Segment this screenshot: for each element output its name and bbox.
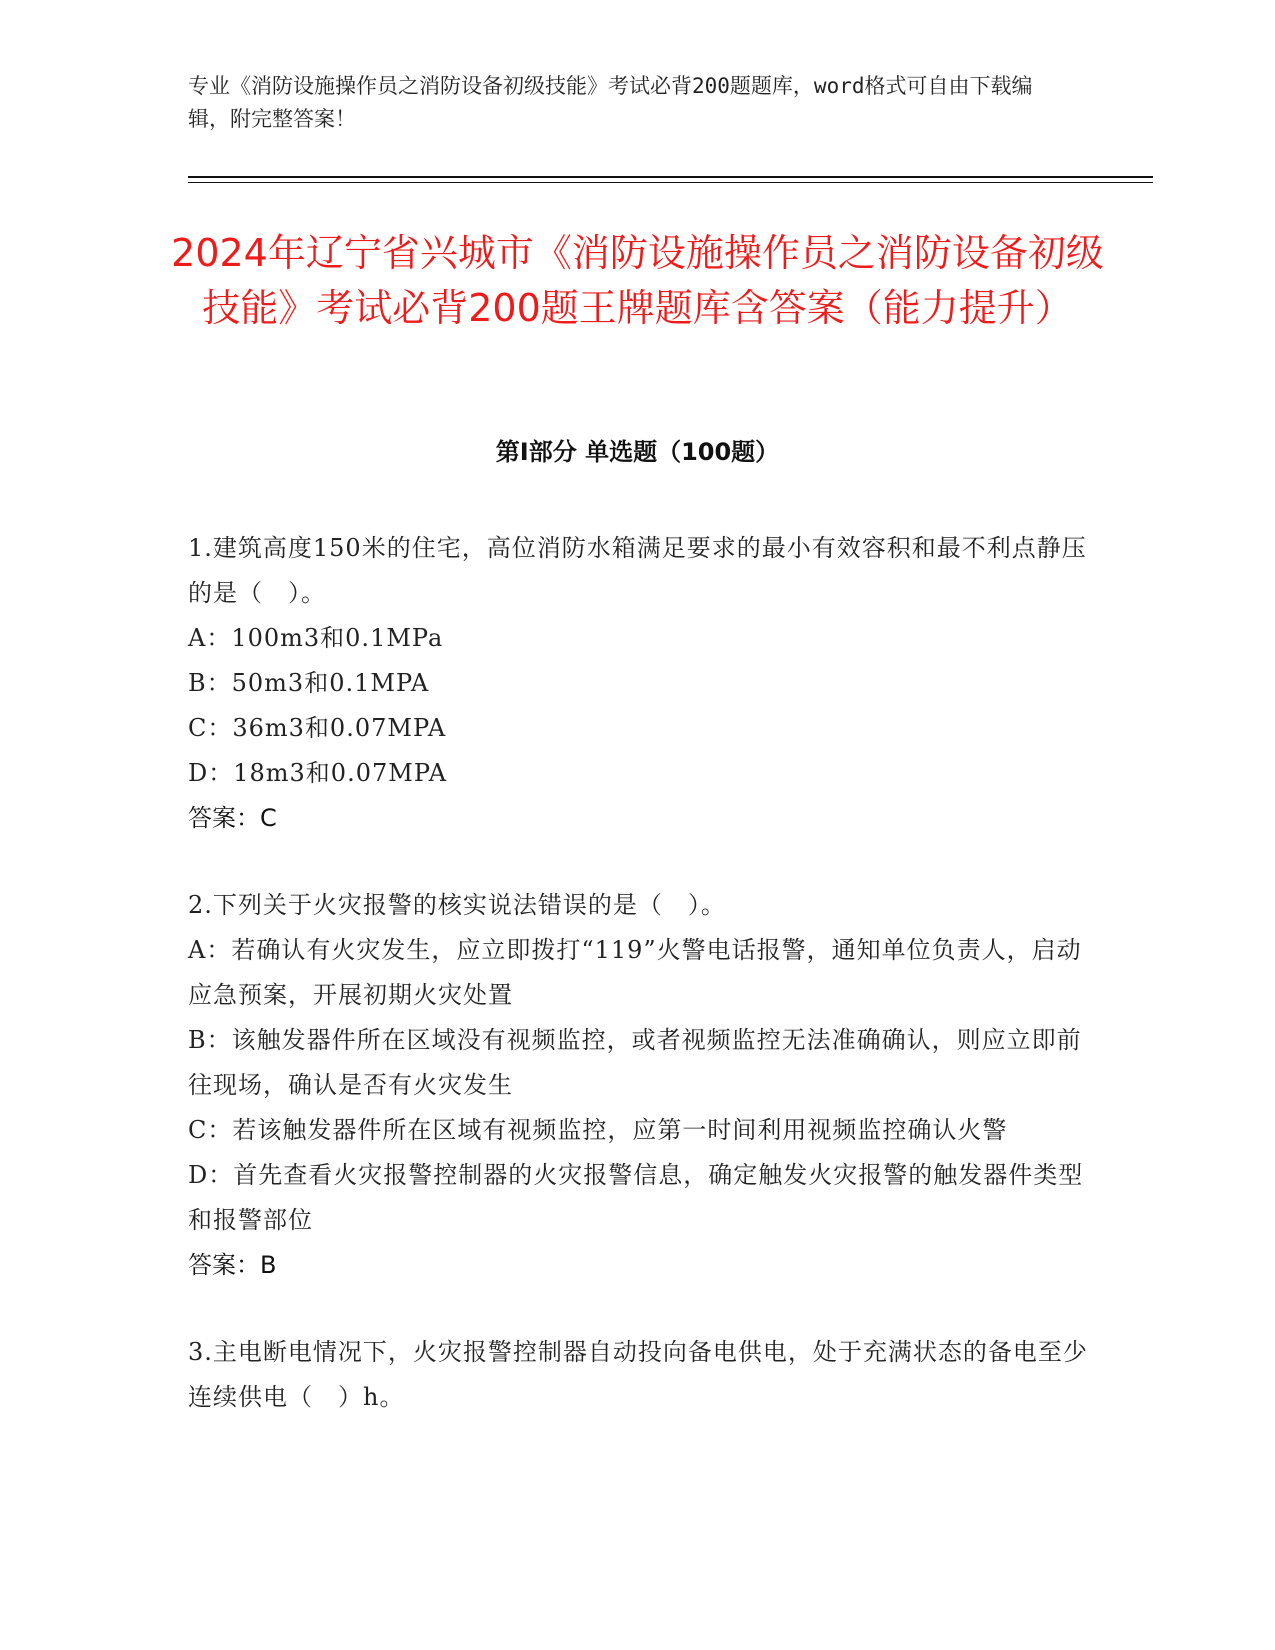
answer: 答案：C	[188, 804, 277, 832]
option-d: D：首先查看火灾报警控制器的火灾报警信息，确定触发火灾报警的触发器件类型和报警部位	[188, 1161, 1084, 1234]
option-c: C：36m3和0.07MPA	[188, 714, 447, 742]
header-note: 专业《消防设施操作员之消防设备初级技能》考试必背200题题库，word格式可自由下载编辑，附完整答案！	[188, 74, 1033, 131]
option-b: B：该触发器件所在区域没有视频监控，或者视频监控无法准确确认，则应立即前往现场，确认是否有火灾发生	[188, 1026, 1082, 1099]
section-heading: 第I部分 单选题（100题）	[495, 438, 780, 466]
question-stem: 1.建筑高度150米的住宅，高位消防水箱满足要求的最小有效容积和最不利点静压的是（ ）。	[188, 534, 1087, 607]
option-d: D：18m3和0.07MPA	[188, 759, 448, 787]
option-b: B：50m3和0.1MPA	[188, 669, 430, 697]
question-3	[188, 1330, 1088, 1420]
option-a: A：100m3和0.1MPa	[188, 624, 444, 652]
question-stem: 3.主电断电情况下，火灾报警控制器自动投向备电供电，处于充满状态的备电至少连续供电（ ）h。	[188, 1338, 1088, 1411]
document-title: 2024年辽宁省兴城市《消防设施操作员之消防设备初级技能》考试必背200题王牌题库含答案（能力提升）	[171, 231, 1104, 330]
answer: 答案：B	[188, 1251, 277, 1279]
option-a: A：若确认有火灾发生，应立即拨打“119”火警电话报警，通知单位负责人，启动应急预案，开展初期火灾处置	[188, 936, 1082, 1009]
question-1	[188, 526, 1088, 841]
header-divider-thick	[188, 176, 1153, 178]
question-list	[188, 526, 1088, 1462]
question-stem: 2.下列关于火灾报警的核实说法错误的是（ ）。	[188, 891, 726, 919]
header-divider-thin	[188, 182, 1153, 183]
question-2	[188, 883, 1088, 1288]
option-c: C：若该触发器件所在区域有视频监控，应第一时间利用视频监控确认火警	[188, 1116, 1008, 1144]
